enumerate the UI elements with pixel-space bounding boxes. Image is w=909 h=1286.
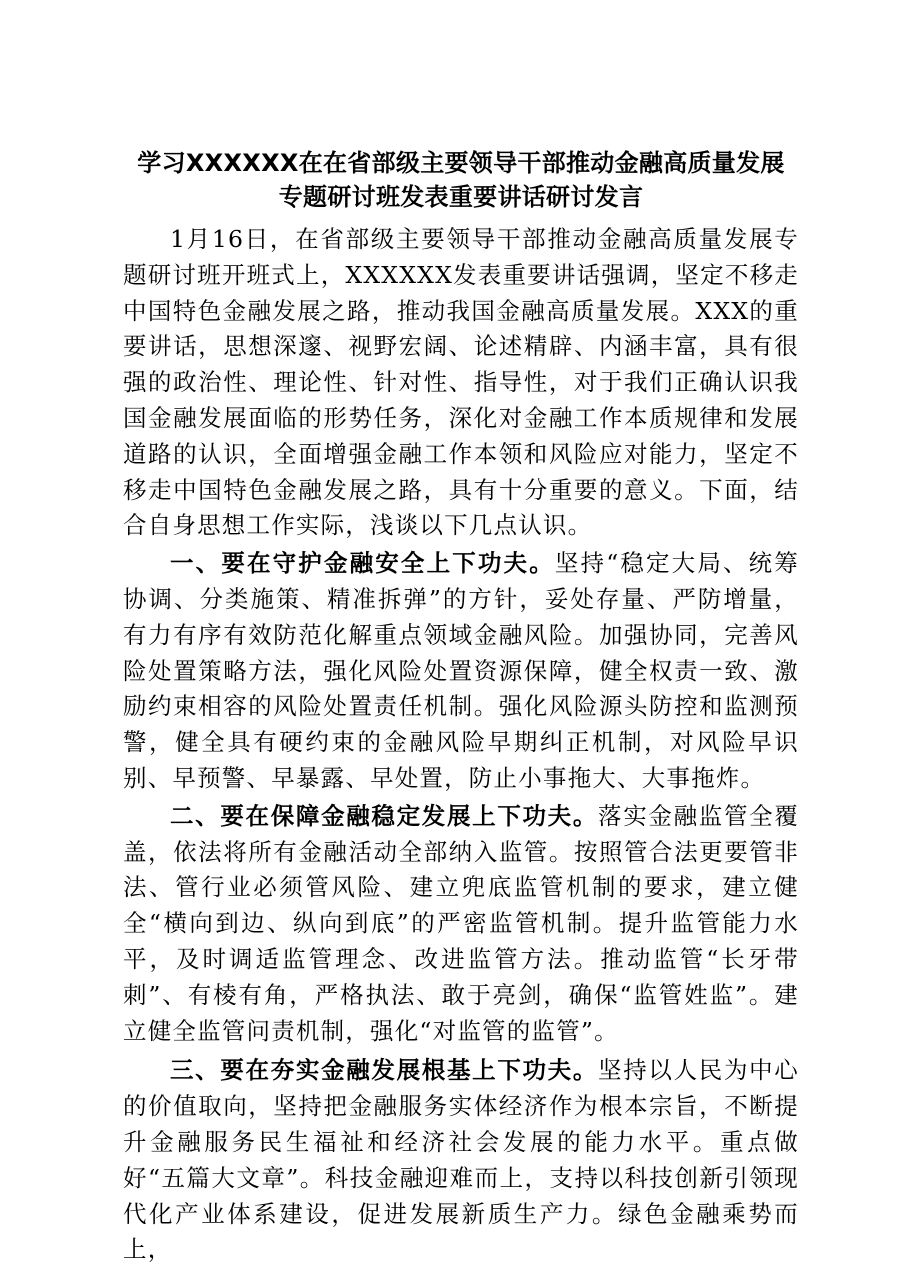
section-paragraph-2 [123,799,799,1050]
title-line-1: 学习XXXXXX在在省部级主要领导干部推动金融高质量发展 [137,149,785,177]
paragraph-text: 坚持以人民为中心的价值取向，坚持把金融服务实体经济作为根本宗旨，不断提升金融服务民生福祉和经济社会发展的能力水平。重点做好“五篇大文章”。科技金融迎难而上，支持以科技创新引领现代化产业体系建设，促进发展新质生产力。绿色金融乘势而上， [123,1056,799,1264]
section-paragraph-1 [123,546,799,797]
paragraph-text: 落实金融监管全覆盖，依法将所有金融活动全部纳入监管。按照管合法更要管非法、管行业必须管风险、建立兜底监管机制的要求，建立健全“横向到边、纵向到底”的严密监管机制。提升监管能力水平，及时调适监管理念、改进监管方法。推动监管“长牙带刺”、有棱有角，严格执法、敢于亮剑，确保“监管姓监”。建立健全监管问责机制，强化“对监管的监管”。 [123,801,799,1045]
title-line-2: 专题研讨班发表重要讲话研讨发言 [278,183,644,211]
paragraph-text: 坚持“稳定大局、统筹协调、分类施策、精准拆弹”的方针，妥处存量、严防增量，有力有序有效防范化解重点领域金融风险。加强协同，完善风险处置策略方法，强化风险处置资源保障，健全权责一致、激励约束相容的风险处置责任机制。强化风险源头防控和监测预警，健全具有硬约束的金融风险早期纠正机制，对风险早识别、早预警、早暴露、早处置，防止小事拖大、大事拖炸。 [123,549,800,792]
section-heading-2: 二、要在保障金融稳定发展上下功夫。 [170,801,599,830]
section-heading-1: 一、要在守护金融安全上下功夫。 [170,549,555,578]
document-title [123,146,799,214]
section-paragraph-3 [123,1053,799,1268]
section-heading-3: 三、要在夯实金融发展根基上下功夫。 [170,1056,599,1085]
intro-paragraph [123,222,799,544]
paragraph-text: 1月16日，在省部级主要领导干部推动金融高质量发展专题研讨班开班式上，XXXXXX发表重要讲话强调，坚定不移走中国特色金融发展之路，推动我国金融高质量发展。XXX的重要讲话，思想深邃、视野宏阔、论述精辟、内涵丰富，具有很强的政治性、理论性、针对性、指导性，对于我们正确认识我国金融发展面临的形势任务，深化对金融工作本质规律和发展道路的认识，全面增强金融工作本领和风险应对能力，坚定不移走中国特色金融发展之路，具有十分重要的意义。下面，结合自身思想工作实际，浅谈以下几点认识。 [123,225,799,540]
document-page [123,146,799,1268]
